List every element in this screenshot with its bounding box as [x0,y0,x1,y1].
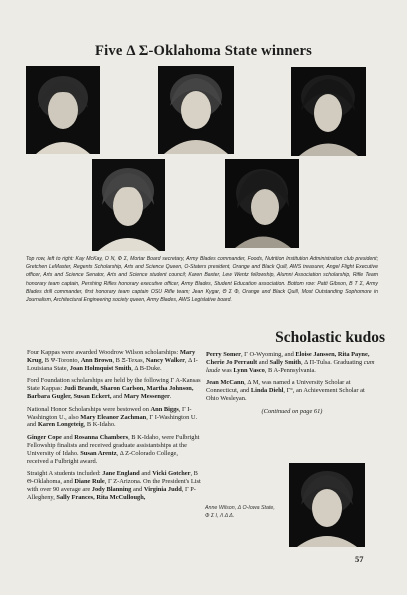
text-run: , Δ Β-Duke. [131,364,162,372]
text-run: , Γ Ζ-Arizona. On the President's List with over 90 average are [27,478,201,493]
text-run: and [139,470,153,478]
text-run: Ford Foundation scholarships are held by the following Γ Α-Kansas State Kappas: [27,377,201,393]
text-run: , Δ Ζ-Colorado College, received a Fulbright award. [27,449,178,465]
paragraph [27,434,201,465]
text-run: , Β Θ-Oklahoma, and [27,470,198,486]
portrait-image [291,67,366,156]
portrait-image [26,66,100,154]
winner-photo-patti-gibson [92,159,165,251]
bold-name: Karen Longeteig [37,421,84,429]
text-run: Straight A students included: [27,470,103,478]
bold-name: Jane England [102,470,140,478]
text-run: and [61,434,75,442]
winner-photo-kay-mckay [26,66,100,154]
bold-name: Rosanna Chambers [74,434,129,442]
bold-name: Nancy Walker [145,356,185,364]
bold-name: Linda Diehl [250,387,284,395]
text-run: , Β Α-Pennsylvania. [264,366,316,374]
text-run: and [111,392,124,400]
bold-name: Sally Smith [269,358,301,366]
text-run: , Γ°, an Achievement Scholar at Ohio Wesleyan. [206,387,365,402]
text-run: , Γ Ι-Washington U. and [27,413,198,429]
text-run: , Β Ψ-Toronto, [41,356,81,364]
text-run: , Γ Ρ-Allegheny, [27,485,196,501]
bold-name: Diane Rule [74,478,105,486]
portrait-image [225,159,299,248]
bold-name: Jody Blanning [91,485,132,493]
text-run: , Γ Ι-Washington U., also [27,405,192,421]
bold-name: Vicki Gotcher [152,470,191,478]
bold-name: Judi Brandt, Sharon Carlson, Martha Johnson, Barbara Gugler, Susan Eckert, [27,385,194,400]
paragraph [206,379,378,402]
bold-name: Ginger Cope [27,434,62,442]
bold-name: Mary Eleanor Zachman [80,413,147,421]
bold-name: Perry Somer [206,351,241,358]
text-run: , Δ Μ, was named a University Scholar at Connecticut, and [206,379,351,395]
paragraph [27,377,201,400]
bold-name: Mary Messenger [123,392,170,400]
text-run: Four Kappas were awarded Woodrow Wilson scholarships: [27,349,180,356]
bold-name: Jean McCann [206,379,245,387]
text-run: , Β Κ-Idaho. [83,421,116,429]
text-run: was [220,366,234,374]
right-column-paragraphs [206,351,378,403]
bold-name: Lynn Vasco [233,366,265,374]
text-run: , Γ Ο-Wyoming, and [240,351,296,358]
text-run: National Honor Scholarships were bestowed on [27,405,151,413]
right-column-text [206,351,378,421]
text-run: and [257,358,270,366]
winner-photo-karen-baxter [291,67,366,156]
bold-name: Ann Brown [80,356,113,364]
paragraph [206,351,378,374]
paragraph [27,349,201,372]
text-run: , Δ Π-Tulsa. Graduating [300,358,364,366]
bold-name: Susan Arentz [80,449,117,457]
bold-name: Joan Holmquist Smith [69,364,132,372]
bold-name: Ann Biggs [150,405,179,413]
winner-photo-gretchen-lemaster [158,66,234,154]
left-column-text [27,349,201,507]
photo-caption: Top row, left to right: Kay McKay, Ο Ν, Φ Σ, Mortar Board secretary, Army Blades commander, Foods, Nutrition Institution Administration club president; Gretchen LeMaster, Regents Scholarship, Arts and Science Queen, O-Staters president, Orange and Black Quill, AWS treasurer, Angel Flight Executive officer, Arts and Science Senator, Arts and Science student council; Karen Baxter, Lew Wentz fellowship, Alumni Association scholarship, Rifle Team honorary team captain, Pershing Rifles honorary executive officer, Army Blades, Student Education association. Bottom row: Patti Gibson, Β Τ Σ, Army Blades drill commander, first honorary team captain OSU Rifle team; Jean Kygar, Θ Σ Φ, Orange and Black Quill, Most Outstanding Sophomore in Journalism, Architectural Engineering society queen, Army Blades, AWS Legislative board. [26,256,378,304]
page-title: Five Δ Σ-Oklahoma State winners [94,43,313,59]
continued-note: (Continued on page 61) [261,407,323,415]
text-run: , Β Κ-Idaho, were Fulbright Fellowship finalists and received graduate assistantships at the University of Idaho. [27,434,200,457]
paragraph [27,470,201,501]
portrait-image [158,66,234,154]
text-run: cum laude [206,358,375,374]
page-number: 57 [355,554,364,564]
text-run: . [169,392,172,400]
winner-photo-jean-kygar [225,159,299,248]
bold-name: Eloise Janssen, Rita Payne, Cherie Jo Perrault [206,351,370,366]
bold-name: Virginia Judd [143,485,182,493]
portrait-image [289,463,365,547]
bold-name: Sally Frances, Rita McCullough, [56,493,146,501]
bold-name: Mary Krug [27,349,196,364]
text-run: , Δ Ι-Louisiana State, [27,356,198,372]
scholar-photo-anne-wilson [289,463,365,547]
paragraph [27,406,201,429]
portrait-image [92,159,165,251]
text-run: , Β Ξ-Texas, [112,356,146,364]
text-run: and [131,485,144,493]
section-heading-scholastic-kudos: Scholastic kudos [275,329,385,346]
scholar-photo-caption: Anne Wilson, Δ Ο-Iowa State, Φ Σ Ι, Λ Δ Δ. [205,505,275,519]
